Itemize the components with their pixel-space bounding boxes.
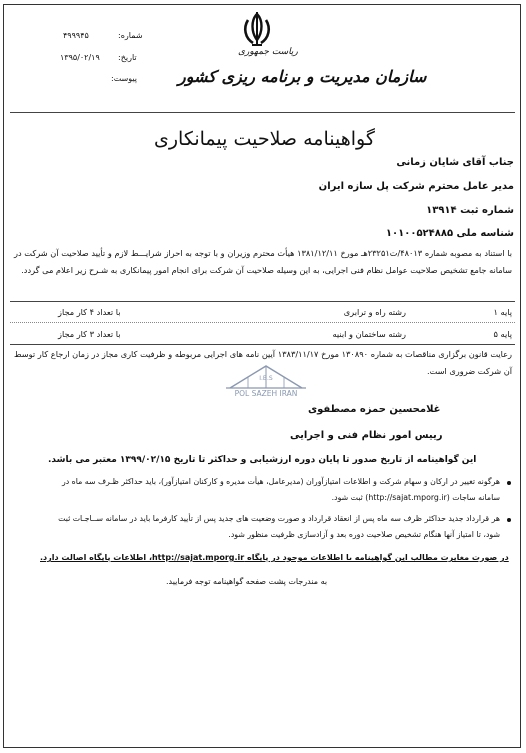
stamp-line-2: POL SAZEH IRAN xyxy=(234,389,298,398)
body-paragraph: با استناد به مصوبه شماره ۴۸۰۱۳/ت۲۳۲۵۱هـ مورخ ۱۳۸۱/۱۲/۱۱ هیأت محترم وزیران و با توجه به احراز شرایـــط لازم و تأیید صلاحیت آن شرکت در سامانه جامع تشخیص صلاحیت عوامل نظام فنی اجرایی، به این وسیله صلاحیت آن شرکت برای انجام امور پیمانکاری به شـرح زیر اعلام می گردد. xyxy=(14,248,513,275)
iran-emblem-icon xyxy=(241,10,273,50)
header-divider xyxy=(10,112,515,113)
grades-top-divider xyxy=(10,301,515,302)
number-value: ۴۹۹۹۴۵ xyxy=(63,31,89,40)
page-title: گواهینامه صلاحیت پیمانکاری xyxy=(154,128,375,150)
organization-name: سازمان مدیریت و برنامه ریزی کشور xyxy=(178,67,427,86)
signatory-position: رییس امور نظام فنی و اجرایی xyxy=(290,430,443,441)
date-label: تاریخ: xyxy=(118,53,137,62)
grades-mid-divider xyxy=(10,322,515,323)
riasat-text: ریاست جمهوری xyxy=(238,47,298,57)
national-id: شناسه ملی ۱۰۱۰۰۵۲۴۸۸۵ xyxy=(385,228,514,239)
law-paragraph: رعایت قانون برگزاری مناقصات به شماره ۱۳۰۸۹۰ مورخ ۱۳۸۳/۱۱/۱۷ آیین نامه های اجرایی مربوطه و ظرفیت کاری مجاز در زمان ارجاع کار توسط آن شرکت ضروری است. xyxy=(14,349,513,376)
bullet-2-marker xyxy=(507,518,511,522)
grade-1-count: با تعداد ۴ کار مجاز xyxy=(58,307,121,317)
grade-2-count: با تعداد ۳ کار مجاز xyxy=(58,329,121,339)
recipient-salutation: جناب آقای شایان زمانی xyxy=(396,157,514,168)
validity-statement: این گواهینامه از تاریخ صدور تا پایان دوره ارزشیابی و حداکثر تا تاریخ ۱۳۹۹/۰۲/۱۵ معتبر می باشد. xyxy=(48,455,477,465)
date-value: ۱۳۹۵/۰۲/۱۹ xyxy=(60,53,100,62)
bullet-2-line-2: شود، تا امتیاز آنها هنگام تشخیص صلاحیت دوره بعد و آزادسازی ظرفیت منظور شود. xyxy=(228,530,500,539)
bullet-2-line-1: هر قرارداد جدید حداکثر ظرف سه ماه پس از انعقاد قرارداد و صورت وضعیت های جدید پس از تأیید کارفرما باید در سامانه ســاجـات ثبت xyxy=(58,514,500,523)
grade-2-field: رشته ساختمان و ابنیه xyxy=(332,329,406,339)
signatory-name: غلامحسین حمزه مصطفوی xyxy=(308,404,441,415)
back-page-note: به مندرجات پشت صفحه گواهینامه توجه فرمایید. xyxy=(166,577,328,586)
stamp-line-1: I.B.S xyxy=(259,375,273,382)
bullet-1-line-2: سامانه ساجات (http://sajat.mporg.ir) ثبت شود. xyxy=(331,493,500,502)
grade-1-level: پایه ۱ xyxy=(493,307,512,317)
grade-1-field: رشته راه و ترابری xyxy=(343,307,406,317)
attachment-label: پیوست: xyxy=(111,74,138,83)
company-stamp-icon xyxy=(224,358,308,398)
bullet-1-line-1: هرگونه تغییر در ارکان و سهام شرکت و اطلاعات امتیازآوران (مدیرعامل، هیأت مدیره و کارکنان امتیازآور)، باید حداکثر ظـرف سه ماه در xyxy=(61,477,500,486)
discrepancy-note: در صورت مغایرت مطالب این گواهینامه با اطلاعات موجود در پایگاه http://sajat.mporg.ir، اطلاعات پایگاه اصالت دارد. xyxy=(40,553,509,562)
number-label: شماره: xyxy=(118,31,143,40)
recipient-company: مدیر عامل محترم شرکت پل سازه ایران xyxy=(318,181,514,192)
bullet-1-marker xyxy=(507,481,511,485)
grades-bottom-divider xyxy=(10,344,515,345)
registration-number: شماره ثبت ۱۳۹۱۴ xyxy=(426,205,514,216)
grade-2-level: پایه ۵ xyxy=(493,329,512,339)
